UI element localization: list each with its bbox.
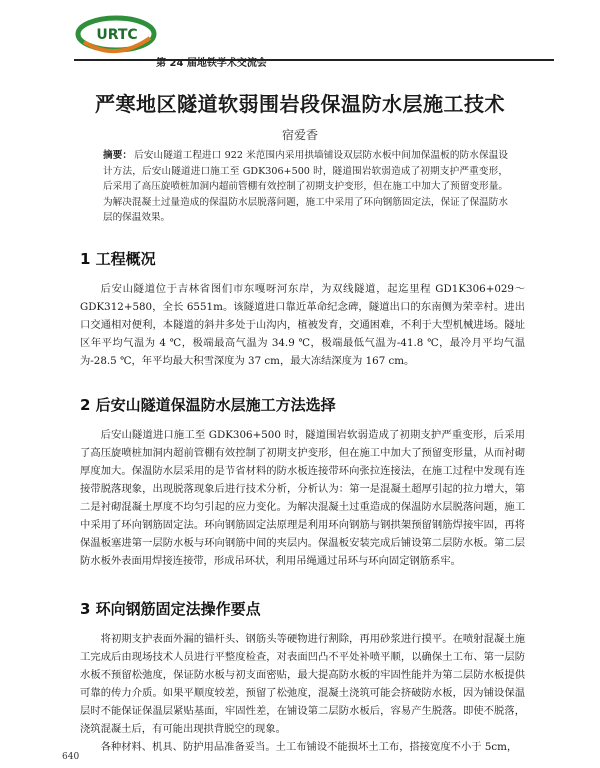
section-body-3 — [80, 630, 525, 756]
abstract-label: 摘要： — [103, 150, 133, 161]
author-name: 宿爱香 — [281, 128, 318, 142]
paragraph: 各种材料、机具、防护用品准备妥当。土工布铺设不能损坏土工布，搭接宽度不小于 5cm， — [100, 741, 518, 753]
page-number: 640 — [62, 752, 80, 762]
section-heading-3: 3 环向钢筋固定法操作要点 — [80, 600, 261, 618]
abstract — [103, 148, 508, 226]
abstract-text: 后安山隧道工程进口 922 米范围内采用拱墙铺设双层防水板中间加保温板的防水保温设计方法，后安山隧道进口施工至 GDK306+500 时，隧道围岩软弱造成了初期支护严重变形，后采用了高压旋喷桩加洞内超前管棚有效控制了初期支护变形，但在施工中加大了预留变形量。为解决混凝土过量造成的保温防水层脱落问题，施工中采用了环向钢筋固定法，保证了保温防水层的保温效果。 — [103, 150, 508, 223]
paper-title: 严寒地区隧道软弱围岩段保温防水层施工技术 — [95, 92, 505, 116]
section-body-1 — [80, 280, 525, 370]
section-heading-2: 2 后安山隧道保温防水层施工方法选择 — [80, 396, 336, 414]
paragraph: 后安山隧道位于吉林省图们市东嘎呀河东岸，为双线隧道，起迄里程 GD1K306+029～GDK312+580，全长 6551m。该隧道进口靠近革命纪念碑，隧道出口的东南侧为荣幸村。进出口交通相对便利，本隧道的斜井多处于山沟内，植被发育，交通困难，不利于大型机械进场。隧址区年平均气温为 4 ℃，极端最高气温为 34.9 ℃，极端最低气温为-41.8 ℃，最冷月平均气温为-28.5 ℃，年平均最大积雪深度为 37 cm，最大冻结深度为 167 cm。 — [80, 283, 525, 367]
header-rule — [74, 59, 554, 61]
page-header — [74, 12, 554, 70]
section-heading-1: 1 工程概况 — [80, 250, 156, 268]
urtc-logo-icon — [74, 12, 160, 56]
logo-text: URTC — [96, 27, 138, 43]
conference-name: 第 24 届地铁学术交流会 — [156, 58, 267, 69]
paragraph: 后安山隧道进口施工至 GDK306+500 时，隧道围岩软弱造成了初期支护严重变形，后采用了高压旋喷桩加洞内超前管棚有效控制了初期支护变形，但在施工中加大了预留变形量，从而衬砌厚度加大。保温防水层采用的是节省材料的防水板连接带环向张拉连接法，在施工过程中发现有连接带脱落现象，出现脱落现象后进行技术分析，分析认为：第一是混凝土超厚引起的拉力增大，第二是衬砌混凝土厚度不均匀引起的应力变化。为解决混凝土过重造成的保温防水层脱落问题，施工中采用了环向钢筋固定法。环向钢筋固定法原理是利用环向钢筋与钢拱架预留钢筋焊接牢固，再将保温板塞进第一层防水板与环向钢筋中间的夹层内。保温板安装完成后铺设第二层防水板。第二层防水板外表面用焊接连接带，形成吊环状，利用吊绳通过吊环与环向固定钢筋系牢。 — [80, 429, 525, 567]
section-body-2 — [80, 426, 525, 570]
paragraph: 将初期支护表面外漏的锚杆头、钢筋头等硬物进行割除，再用砂浆进行摸平。在喷射混凝土施工完成后由现场技术人员进行平整度检查，对表面凹凸不平处补喷平顺，以确保土工布、第一层防水板不预留松弛度，保证防水板与初支面密贴，最大提高防水板的牢固性能并为第二层防水板提供可靠的传力介质。如果平顺度较差，预留了松弛度，混凝土浇筑可能会挤破防水板，因为铺设保温层时不能保证保温层紧贴基面，牢固性差，在铺设第二层防水板后，容易产生脱落。即使不脱落，浇筑混凝土后，有可能出现拱背脱空的现象。 — [80, 633, 525, 735]
